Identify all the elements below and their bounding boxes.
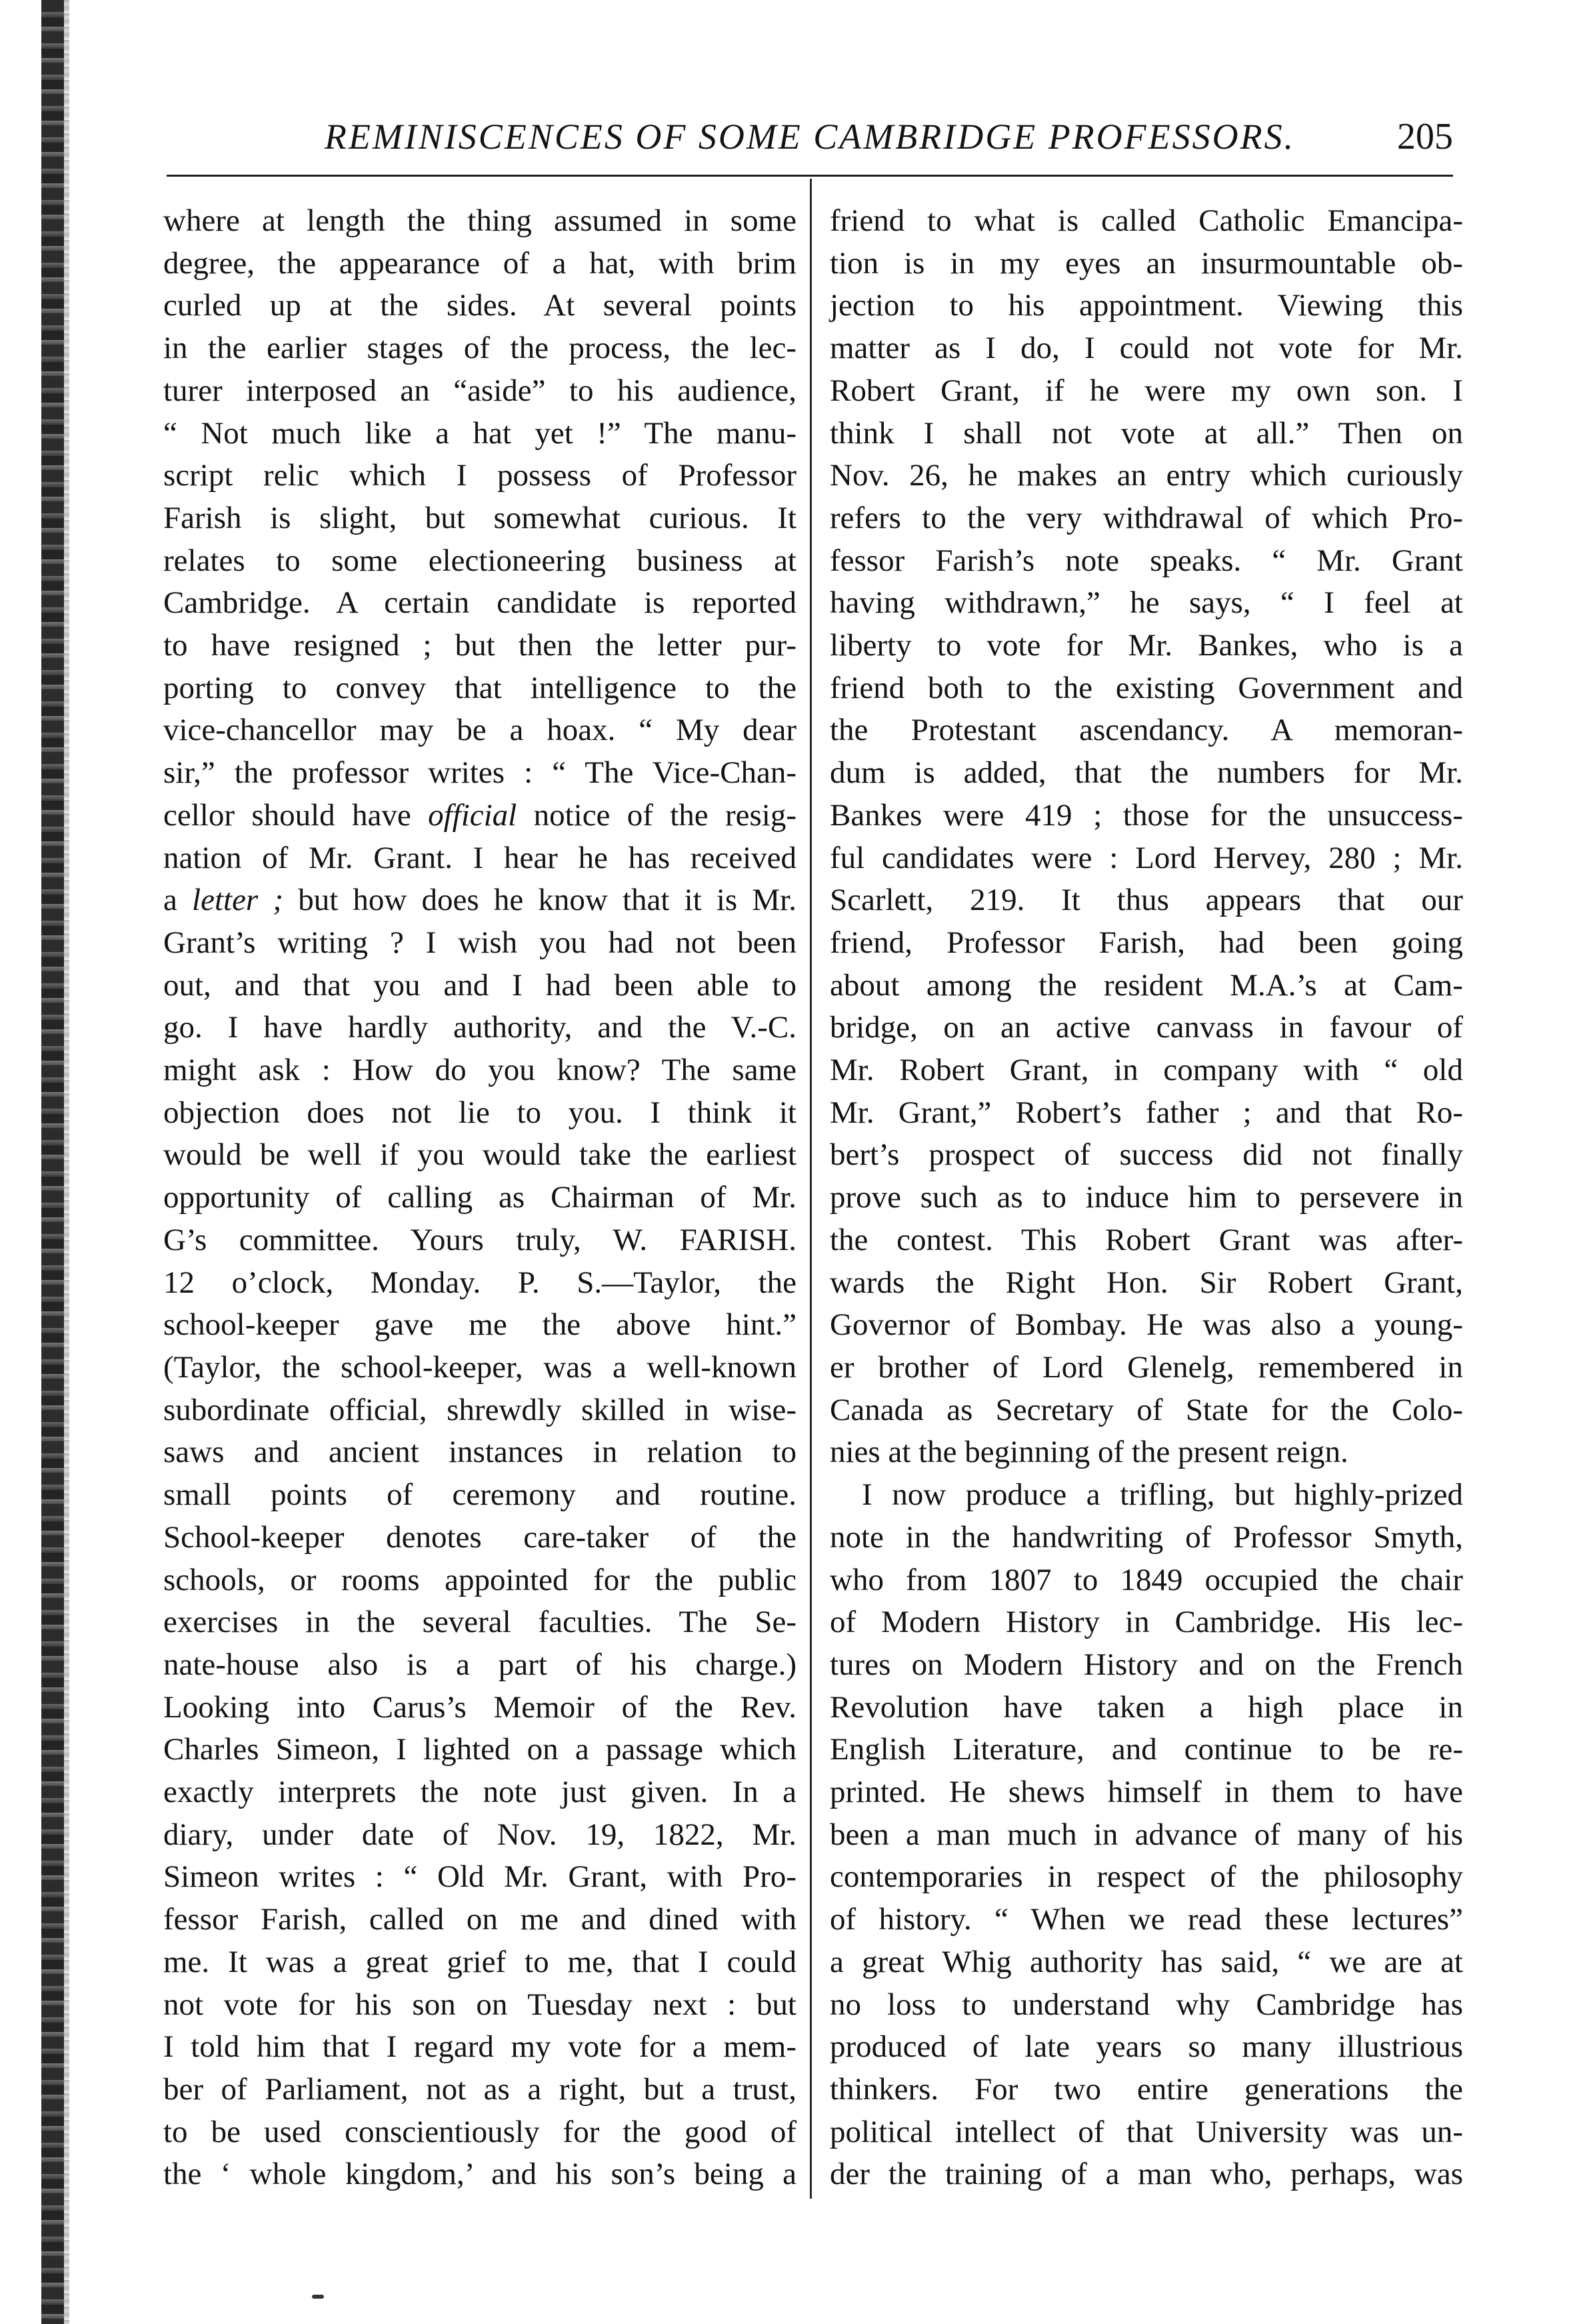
- text-line: Bankes were 419 ; those for the unsuccess-: [830, 797, 1463, 833]
- text-line: a letter ; but how does he know that it is Mr.: [163, 883, 796, 918]
- text-line: I told him that I regard my vote for a mem-: [163, 2029, 796, 2065]
- text-line: tures on Modern History and on the French: [830, 1647, 1463, 1682]
- text-line: sir,” the professor writes : “ The Vice-Chan-: [163, 755, 796, 791]
- text-line: who from 1807 to 1849 occupied the chair: [830, 1562, 1463, 1597]
- text-line: matter as I do, I could not vote for Mr.: [830, 331, 1463, 366]
- text-line: Charles Simeon, I lighted on a passage which: [163, 1732, 796, 1767]
- text-line: vice-chancellor may be a hoax. “ My dear: [163, 713, 796, 748]
- text-line: Robert Grant, if he were my own son. I: [830, 373, 1463, 408]
- column-divider: [810, 179, 812, 2199]
- text-line: Mr. Robert Grant, in company with “ old: [830, 1053, 1463, 1088]
- text-line: objection does not lie to you. I think it: [163, 1095, 796, 1130]
- text-line: the Protestant ascendancy. A memoran-: [830, 713, 1463, 748]
- text-line: bert’s prospect of success did not finally: [830, 1137, 1463, 1173]
- text-line: ful candidates were : Lord Hervey, 280 ; Mr.: [830, 840, 1463, 875]
- text-line: of history. “ When we read these lectures”: [830, 1902, 1463, 1937]
- text-line: prove such as to induce him to persevere in: [830, 1180, 1463, 1215]
- text-line: (Taylor, the school-keeper, was a well-known: [163, 1349, 796, 1385]
- text-line: nation of Mr. Grant. I hear he has received: [163, 840, 796, 875]
- text-line: Mr. Grant,” Robert’s father ; and that Ro-: [830, 1095, 1463, 1130]
- text-line: not vote for his son on Tuesday next : but: [163, 1987, 796, 2022]
- text-line: nies at the beginning of the present reign.: [830, 1435, 1348, 1470]
- text-line: cellor should have official notice of the resig-: [163, 797, 797, 833]
- left-column: [163, 200, 796, 2196]
- text-line: the ‘ whole kingdom,’ and his son’s being a: [163, 2157, 796, 2192]
- text-line: School-keeper denotes care-taker of the: [163, 1519, 796, 1555]
- text-line: think I shall not vote at all.” Then on: [830, 415, 1463, 451]
- header-rule: [167, 175, 1453, 177]
- text-line: exactly interprets the note just given. In a: [163, 1775, 796, 1810]
- text-line: contemporaries in respect of the philosophy: [830, 1859, 1463, 1895]
- text-line: to have resigned ; but then the letter pur-: [163, 628, 796, 663]
- text-line: of Modern History in Cambridge. His lec-: [830, 1605, 1463, 1640]
- text-line: subordinate official, shrewdly skilled in wise-: [163, 1392, 796, 1427]
- text-line: no loss to understand why Cambridge has: [830, 1987, 1463, 2022]
- book-spine-edge: [41, 0, 64, 2324]
- text-line: porting to convey that intelligence to the: [163, 670, 796, 705]
- text-line: having withdrawn,” he says, “ I feel at: [830, 585, 1463, 621]
- text-line: Looking into Carus’s Memoir of the Rev.: [163, 1689, 796, 1725]
- text-line: der the training of a man who, perhaps, was: [830, 2157, 1463, 2192]
- text-line: go. I have hardly authority, and the V.-C.: [163, 1010, 796, 1045]
- text-line: small points of ceremony and routine.: [163, 1477, 796, 1513]
- text-line: saws and ancient instances in relation to: [163, 1435, 796, 1470]
- text-line: friend, Professor Farish, had been going: [830, 925, 1463, 960]
- text-line: diary, under date of Nov. 19, 1822, Mr.: [163, 1817, 796, 1852]
- text-line: friend both to the existing Government and: [830, 670, 1463, 705]
- text-line: produced of late years so many illustrious: [830, 2029, 1463, 2065]
- text-line: tion is in my eyes an insurmountable ob-: [830, 245, 1463, 281]
- text-line: G’s committee. Yours truly, W. FARISH.: [163, 1222, 796, 1257]
- text-line: to be used conscientiously for the good of: [163, 2114, 796, 2149]
- text-line: Scarlett, 219. It thus appears that our: [830, 883, 1463, 918]
- text-line: curled up at the sides. At several points: [163, 288, 796, 323]
- text-line: script relic which I possess of Professor: [163, 458, 796, 493]
- text-line: been a man much in advance of many of his: [830, 1817, 1463, 1852]
- text-line: Cambridge. A certain candidate is reported: [163, 585, 796, 621]
- text-line: Revolution have taken a high place in: [830, 1689, 1463, 1725]
- text-line: Governor of Bombay. He was also a young-: [830, 1307, 1463, 1343]
- text-line: jection to his appointment. Viewing this: [830, 288, 1463, 323]
- text-line: might ask : How do you know? The same: [163, 1053, 796, 1088]
- text-line: fessor Farish’s note speaks. “ Mr. Grant: [830, 543, 1463, 578]
- right-column: [830, 200, 1463, 2196]
- text-line: school-keeper gave me the above hint.”: [163, 1307, 796, 1343]
- text-line: political intellect of that University was un-: [830, 2114, 1463, 2149]
- text-line: degree, the appearance of a hat, with brim: [163, 245, 796, 281]
- running-title: REMINISCENCES OF SOME CAMBRIDGE PROFESSORS.: [324, 117, 1296, 157]
- text-line: dum is added, that the numbers for Mr.: [830, 755, 1463, 791]
- text-line: about among the resident M.A.’s at Cam-: [830, 967, 1463, 1003]
- page-header: [160, 113, 1460, 160]
- text-line: me. It was a great grief to me, that I could: [163, 1944, 796, 1979]
- text-line: a great Whig authority has said, “ we are at: [830, 1944, 1463, 1979]
- text-line: where at length the thing assumed in some: [163, 203, 796, 238]
- text-line: ber of Parliament, not as a right, but a trust,: [163, 2071, 796, 2107]
- text-line: would be well if you would take the earliest: [163, 1137, 796, 1173]
- text-line: exercises in the several faculties. The Se-: [163, 1605, 796, 1640]
- text-line: Nov. 26, he makes an entry which curiously: [830, 458, 1463, 493]
- text-line: refers to the very withdrawal of which Pro-: [830, 500, 1463, 535]
- text-line: thinkers. For two entire generations the: [830, 2071, 1463, 2107]
- text-line: printed. He shews himself in them to have: [830, 1775, 1463, 1810]
- text-line: 12 o’clock, Monday. P. S.—Taylor, the: [163, 1265, 796, 1300]
- text-line: out, and that you and I had been able to: [163, 967, 796, 1003]
- text-line: er brother of Lord Glenelg, remembered in: [830, 1349, 1463, 1385]
- text-line: Simeon writes : “ Old Mr. Grant, with Pro-: [163, 1859, 796, 1895]
- text-line: nate-house also is a part of his charge.): [163, 1647, 796, 1682]
- text-line: Canada as Secretary of State for the Colo-: [830, 1392, 1463, 1427]
- text-line: friend to what is called Catholic Emancipa-: [830, 203, 1463, 238]
- text-line: “ Not much like a hat yet !” The manu-: [163, 415, 796, 451]
- text-line: in the earlier stages of the process, the lec-: [163, 331, 796, 366]
- text-line: English Literature, and continue to be re-: [830, 1732, 1463, 1767]
- page-gutter-shadow: [64, 0, 69, 2324]
- page-number: 205: [1397, 116, 1453, 157]
- text-line: bridge, on an active canvass in favour of: [830, 1010, 1463, 1045]
- text-line: note in the handwriting of Professor Smyth,: [830, 1519, 1463, 1555]
- text-line: I now produce a trifling, but highly-prized: [862, 1477, 1463, 1513]
- text-line: relates to some electioneering business at: [163, 543, 796, 578]
- text-line: schools, or rooms appointed for the public: [163, 1562, 796, 1597]
- text-line: Grant’s writing ? I wish you had not been: [163, 925, 796, 960]
- text-line: Farish is slight, but somewhat curious. It: [163, 500, 796, 535]
- text-line: fessor Farish, called on me and dined with: [163, 1902, 796, 1937]
- ink-mark: [312, 2295, 324, 2299]
- text-line: opportunity of calling as Chairman of Mr.: [163, 1180, 796, 1215]
- text-line: liberty to vote for Mr. Bankes, who is a: [830, 628, 1463, 663]
- text-line: the contest. This Robert Grant was after-: [830, 1222, 1463, 1257]
- text-line: wards the Right Hon. Sir Robert Grant,: [830, 1265, 1463, 1300]
- text-line: turer interposed an “aside” to his audience,: [163, 373, 796, 408]
